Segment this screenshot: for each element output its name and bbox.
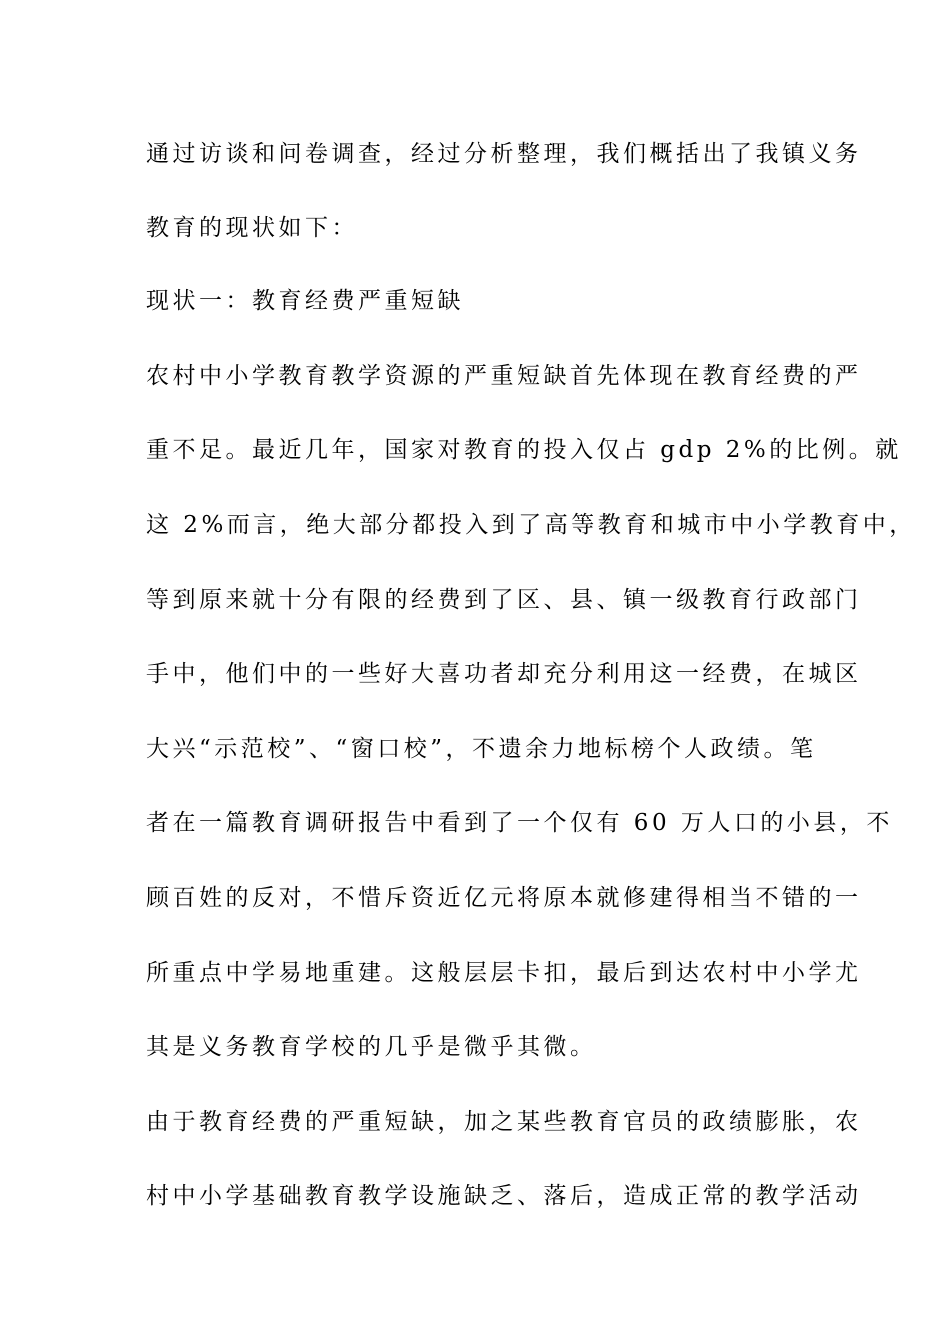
text-line: 顾百姓的反对，不惜斥资近亿元将原本就修建得相当不错的一 (146, 885, 862, 911)
text-line: 由于教育经费的严重短缺，加之某些教育官员的政绩膨胀，农 (146, 1109, 862, 1135)
text-line: 通过访谈和问卷调查，经过分析整理，我们概括出了我镇义务 (146, 141, 862, 167)
section-heading: 现状一：教育经费严重短缺 (146, 288, 464, 314)
text-line: 重不足。最近几年，国家对教育的投入仅占 gdp 2%的比例。就 (146, 437, 902, 463)
text-line: 村中小学基础教育教学设施缺乏、落后，造成正常的教学活动 (146, 1183, 862, 1209)
text-line: 教育的现状如下： (146, 215, 358, 241)
text-line: 大兴“示范校”、“窗口校”，不遗余力地标榜个人政绩。笔 (146, 736, 817, 762)
text-line: 等到原来就十分有限的经费到了区、县、镇一级教育行政部门 (146, 587, 862, 613)
text-line: 手中，他们中的一些好大喜功者却充分利用这一经费，在城区 (146, 661, 862, 687)
text-line: 其是义务教育学校的几乎是微乎其微。 (146, 1034, 597, 1060)
text-line: 者在一篇教育调研报告中看到了一个仅有 60 万人口的小县，不 (146, 810, 893, 836)
text-line: 农村中小学教育教学资源的严重短缺首先体现在教育经费的严 (146, 363, 862, 389)
text-line: 所重点中学易地重建。这般层层卡扣，最后到达农村中小学尤 (146, 960, 862, 986)
text-line: 这 2%而言，绝大部分都投入到了高等教育和城市中小学教育中， (146, 512, 916, 538)
